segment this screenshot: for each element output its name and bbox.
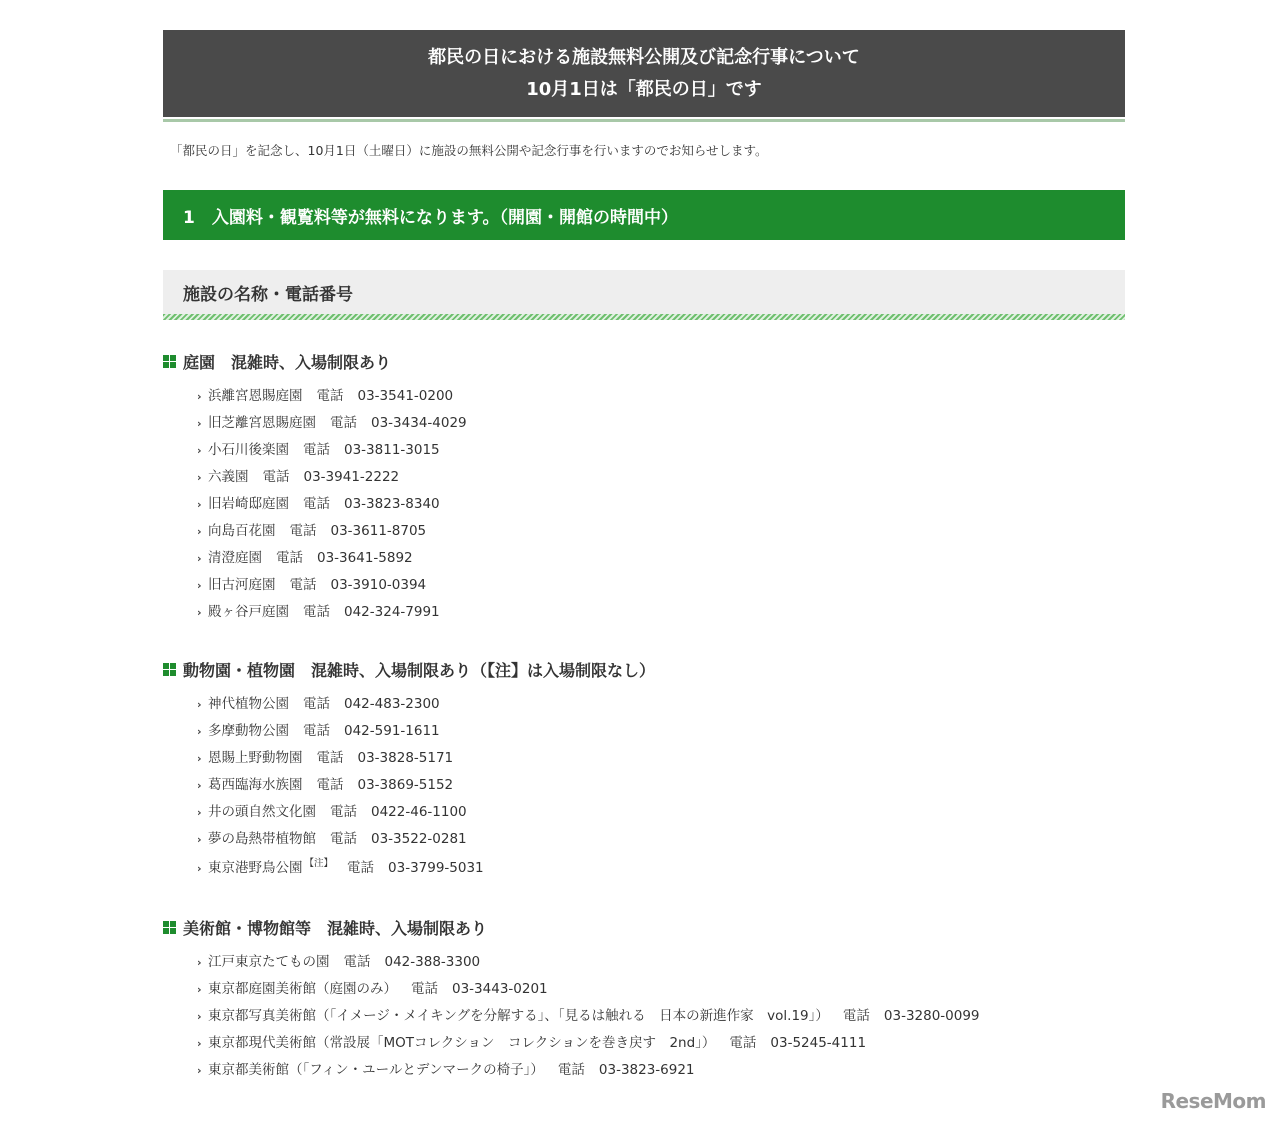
heading-stripe-divider <box>163 314 1125 320</box>
green-square-icon <box>163 663 176 676</box>
facility-name: 井の頭自然文化園 <box>208 804 316 820</box>
chevron-right-icon: › <box>197 779 202 792</box>
phone-number: 03-3869-5152 <box>357 777 454 793</box>
tel-label: 電話 <box>303 696 330 712</box>
facility-name: 神代植物公園 <box>208 696 289 712</box>
chevron-right-icon: › <box>197 1010 202 1023</box>
chevron-right-icon: › <box>197 579 202 592</box>
tel-label: 電話 <box>729 1035 757 1051</box>
chevron-right-icon: › <box>197 525 202 538</box>
facility-name: 夢の島熱帯植物館 <box>208 831 316 847</box>
facility-name: 殿ヶ谷戸庭園 <box>208 604 289 620</box>
phone-number: 0422-46-1100 <box>371 804 467 820</box>
intro-text: 「都民の日」を記念し、10月1日（土曜日）に施設の無料公開や記念行事を行いますのでお知らせします。 <box>170 143 768 158</box>
chevron-right-icon: › <box>197 1064 202 1077</box>
tel-label: 電話 <box>557 1062 585 1078</box>
facility-name: 葛西臨海水族園 <box>208 777 303 793</box>
tel-label: 電話 <box>842 1008 870 1024</box>
facility-list-zoos <box>197 691 1125 884</box>
list-item <box>197 491 1125 518</box>
chevron-right-icon: › <box>197 983 202 996</box>
tel-label: 電話 <box>330 415 357 431</box>
list-item <box>197 518 1125 545</box>
chevron-right-icon: › <box>197 698 202 711</box>
list-item <box>197 572 1125 599</box>
group-title: 動物園・植物園 混雑時、入場制限あり（【注】は入場制限なし） <box>183 660 656 680</box>
phone-number: 03-3611-8705 <box>330 523 427 539</box>
phone-number: 03-3641-5892 <box>317 550 413 566</box>
phone-number: 042-388-3300 <box>384 954 481 970</box>
list-item <box>197 1030 1125 1057</box>
section-1-banner <box>163 190 1125 240</box>
chevron-right-icon: › <box>197 552 202 565</box>
facility-name: 多摩動物公園 <box>208 723 289 739</box>
facility-name: 六義園 <box>208 469 249 485</box>
phone-number: 03-3823-8340 <box>344 496 440 512</box>
list-item <box>197 1057 1125 1084</box>
tel-label: 電話 <box>303 442 330 458</box>
chevron-right-icon: › <box>197 444 202 457</box>
list-item <box>197 772 1125 799</box>
tel-label: 電話 <box>289 523 317 539</box>
chevron-right-icon: › <box>197 498 202 511</box>
group-heading-museums <box>163 914 1125 940</box>
facility-name: 清澄庭園 <box>208 550 262 566</box>
facility-name: 向島百花園 <box>208 523 276 539</box>
facility-name: 浜離宮恩賜庭園 <box>208 388 303 404</box>
page-title-line1: 都民の日における施設無料公開及び記念行事について <box>428 46 860 68</box>
facility-name: 旧岩崎邸庭園 <box>208 496 289 512</box>
chevron-right-icon: › <box>197 606 202 619</box>
phone-number: 03-3910-0394 <box>330 577 427 593</box>
phone-number: 03-3434-4029 <box>371 415 467 431</box>
chevron-right-icon: › <box>197 956 202 969</box>
tel-label: 電話 <box>276 550 303 566</box>
phone-number: 042-483-2300 <box>344 696 440 712</box>
phone-number: 03-3823-6921 <box>598 1062 695 1078</box>
chevron-right-icon: › <box>197 806 202 819</box>
phone-number: 042-324-7991 <box>344 604 440 620</box>
facility-name: 江戸東京たてもの園 <box>208 954 330 970</box>
list-item <box>197 1003 1125 1030</box>
chevron-right-icon: › <box>197 862 202 875</box>
phone-number: 03-3443-0201 <box>452 981 548 997</box>
group-heading-zoos <box>163 656 1125 682</box>
list-item <box>197 383 1125 410</box>
facility-name: 東京都庭園美術館（庭園のみ） <box>208 981 397 997</box>
tel-label: 電話 <box>343 954 371 970</box>
facility-name: 恩賜上野動物園 <box>208 750 303 766</box>
list-item <box>197 826 1125 853</box>
note-marker: 【注】 <box>304 858 334 869</box>
chevron-right-icon: › <box>197 1037 202 1050</box>
phone-number: 042-591-1611 <box>344 723 440 739</box>
chevron-right-icon: › <box>197 390 202 403</box>
group-title: 庭園 混雑時、入場制限あり <box>183 352 392 372</box>
facility-list-heading <box>163 270 1125 314</box>
tel-label: 電話 <box>303 496 330 512</box>
resemom-logo: ReseMom <box>1160 1089 1266 1113</box>
facility-name: 旧芝離宮恩賜庭園 <box>208 415 316 431</box>
list-item <box>197 799 1125 826</box>
phone-number: 03-3541-0200 <box>357 388 454 404</box>
facility-name: 東京都美術館（「フィン・ユールとデンマークの椅子」） <box>208 1062 544 1078</box>
header-divider <box>163 119 1125 122</box>
green-square-icon <box>163 921 176 934</box>
tel-label: 電話 <box>316 388 344 404</box>
tel-label: 電話 <box>330 804 357 820</box>
main-content <box>163 30 1125 1084</box>
section-1-title: 1 入園料・観覧料等が無料になります。（開園・開館の時間中） <box>183 207 678 228</box>
list-item <box>197 545 1125 572</box>
page-title-line2: 10月1日は「都民の日」です <box>526 78 762 100</box>
tel-label: 電話 <box>316 750 344 766</box>
list-item <box>197 410 1125 437</box>
tel-label: 電話 <box>303 723 330 739</box>
facility-name: 東京港野鳥公園 <box>208 860 303 876</box>
page-header <box>163 30 1125 117</box>
tel-label: 電話 <box>330 831 357 847</box>
phone-number: 03-3280-0099 <box>883 1008 980 1024</box>
chevron-right-icon: › <box>197 725 202 738</box>
phone-number: 03-5245-4111 <box>770 1035 867 1051</box>
phone-number: 03-3522-0281 <box>371 831 467 847</box>
list-item <box>197 745 1125 772</box>
tel-label: 電話 <box>289 577 317 593</box>
tel-label: 電話 <box>411 981 438 997</box>
group-title: 美術館・博物館等 混雑時、入場制限あり <box>183 918 488 938</box>
facility-list-gardens <box>197 383 1125 626</box>
chevron-right-icon: › <box>197 752 202 765</box>
tel-label: 電話 <box>262 469 290 485</box>
phone-number: 03-3799-5031 <box>388 860 484 876</box>
list-item <box>197 464 1125 491</box>
facility-name: 旧古河庭園 <box>208 577 276 593</box>
phone-number: 03-3941-2222 <box>303 469 400 485</box>
chevron-right-icon: › <box>197 833 202 846</box>
facility-list-heading-text: 施設の名称・電話番号 <box>183 284 353 305</box>
facility-name: 小石川後楽園 <box>208 442 289 458</box>
group-heading-gardens <box>163 348 1125 374</box>
list-item <box>197 718 1125 745</box>
facility-name: 東京都写真美術館（「イメージ・メイキングを分解する」、「見るは触れる 日本の新進作家 vol.19」） <box>208 1008 829 1024</box>
chevron-right-icon: › <box>197 471 202 484</box>
list-item <box>197 853 1125 884</box>
phone-number: 03-3828-5171 <box>357 750 454 766</box>
list-item <box>197 437 1125 464</box>
list-item <box>197 599 1125 626</box>
tel-label: 電話 <box>316 777 344 793</box>
list-item <box>197 949 1125 976</box>
tel-label: 電話 <box>303 604 330 620</box>
list-item <box>197 976 1125 1003</box>
chevron-right-icon: › <box>197 417 202 430</box>
list-item <box>197 691 1125 718</box>
phone-number: 03-3811-3015 <box>344 442 440 458</box>
green-square-icon <box>163 355 176 368</box>
tel-label: 電話 <box>347 860 375 876</box>
facility-name: 東京都現代美術館（常設展「MOTコレクション コレクションを巻き戻す 2nd」） <box>208 1035 716 1051</box>
facility-list-museums <box>197 949 1125 1084</box>
